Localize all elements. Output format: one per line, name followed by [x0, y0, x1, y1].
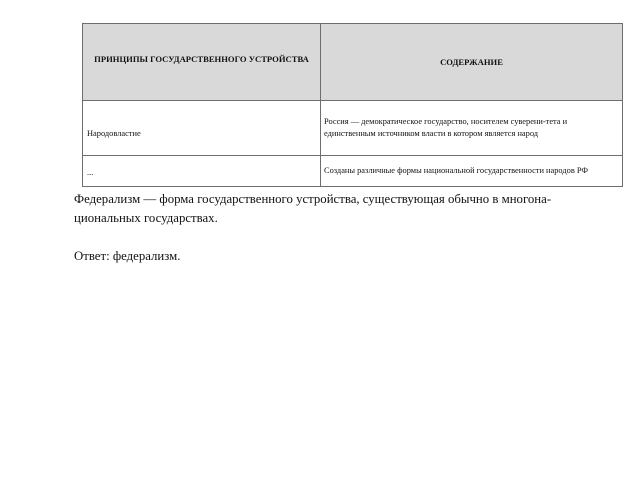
principle-cell: [83, 156, 321, 187]
content-cell: [321, 101, 623, 156]
principles-table: [82, 23, 623, 187]
content-cell: [321, 156, 623, 187]
answer-text: Ответ: федерализм.: [74, 249, 181, 263]
answer-block: [74, 190, 614, 266]
principle-cell: [83, 101, 321, 156]
header-content-text: СОДЕРЖАНИЕ: [440, 57, 503, 68]
header-principles-text: ПРИНЦИПЫ ГОСУДАРСТВЕННОГО УСТРОЙСТВА: [94, 54, 309, 65]
table-row: [83, 101, 623, 156]
table-row: [83, 156, 623, 187]
header-content: [321, 24, 623, 101]
table-header-row: [83, 24, 623, 101]
explanation-text: Федерализм — форма государственного устройства, существующая обычно в многона-циональных государствах.: [74, 192, 552, 225]
content-text: Россия — демократическое государство, носителем суверени-тета и единственным источником власти в котором является народ: [324, 116, 568, 138]
header-principles: [83, 24, 321, 101]
content-text: Созданы различные формы национальной государственности народов РФ: [324, 165, 589, 175]
principle-text: Народовластие: [87, 128, 141, 138]
principle-text: ...: [87, 167, 94, 177]
